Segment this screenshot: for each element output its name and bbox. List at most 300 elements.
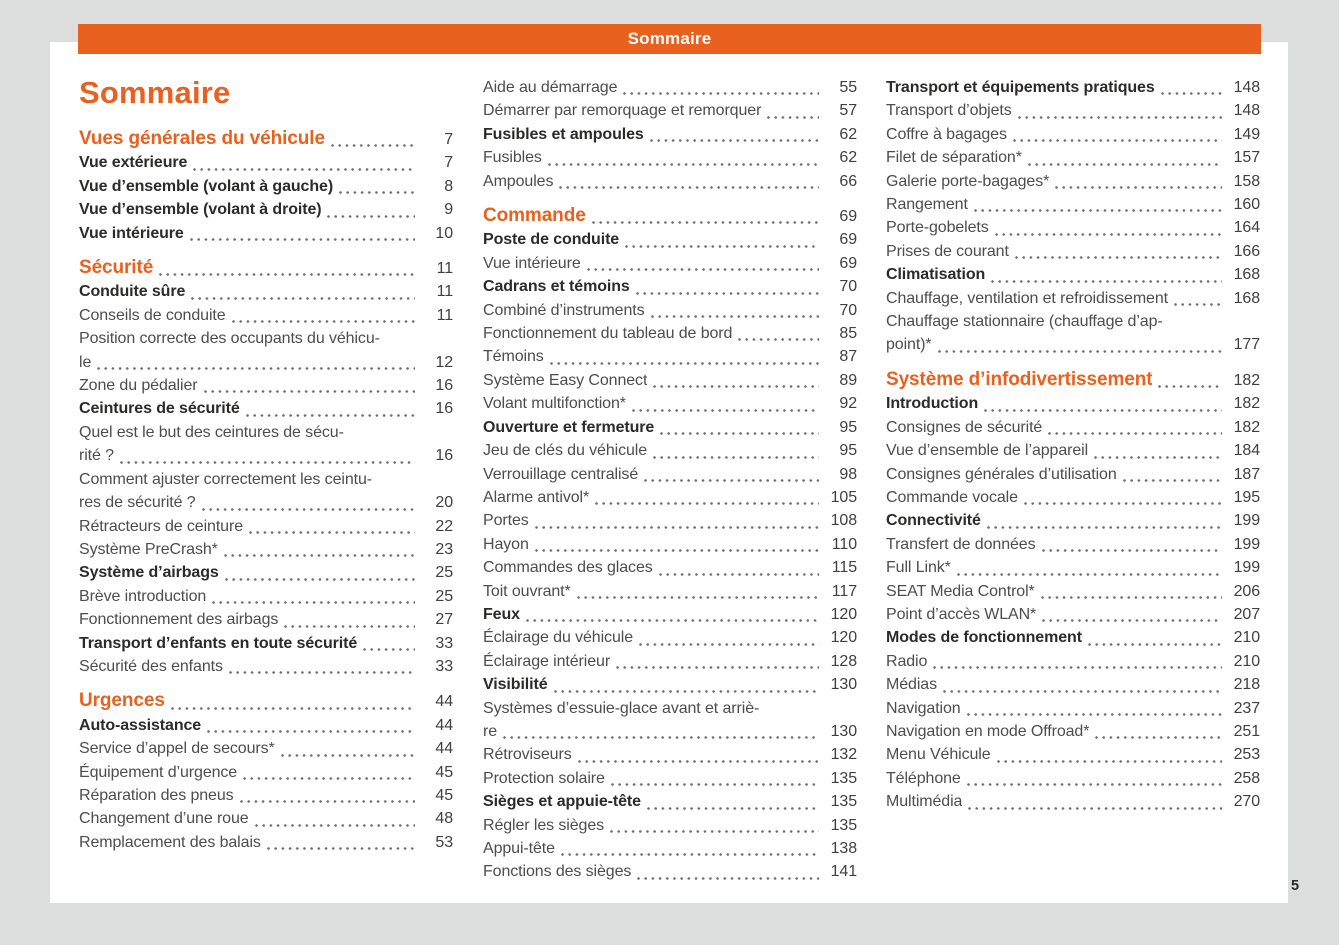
dot-leader — [535, 549, 819, 552]
entry-page-number: 8 — [444, 177, 453, 195]
entry-page-number: 62 — [839, 125, 857, 143]
entry-page-number: 70 — [839, 301, 857, 319]
entry-label: Verrouillage centralisé — [483, 465, 639, 483]
entry-page-number: 237 — [1233, 699, 1260, 717]
dot-leader — [202, 508, 415, 511]
entry-label: Régler les sièges — [483, 816, 605, 834]
entry-page-number: 7 — [444, 131, 453, 148]
entry-label: Toit ouvrant* — [483, 582, 571, 600]
toc-part-heading — [79, 256, 453, 280]
dot-leader — [363, 648, 415, 651]
entry-label: Alarme antivol* — [483, 488, 590, 506]
entry-label: Vue d’ensemble de l’appareil — [886, 442, 1089, 460]
entry-label: Fonctions des sièges — [483, 863, 632, 881]
entry-label: Coffre à bagages — [886, 125, 1007, 143]
entry-page-number: 199 — [1233, 559, 1260, 577]
entry-page-number: 206 — [1233, 582, 1260, 600]
toc-section-entry — [79, 397, 453, 420]
entry-label: Jeu de clés du véhicule — [483, 442, 648, 460]
entry-page-number: 70 — [839, 278, 857, 296]
toc-section-entry — [79, 175, 453, 198]
entry-page-number: 27 — [435, 611, 453, 629]
entry-label: Full Link* — [886, 559, 951, 577]
entry-page-number: 16 — [435, 377, 453, 395]
entry-label: Zone du pédalier — [79, 377, 198, 395]
dot-leader — [207, 730, 415, 733]
entry-label: Comment ajuster correctement les ceintu- — [79, 470, 373, 488]
entry-label: Vues générales du véhicule — [79, 128, 325, 149]
dot-leader — [1018, 116, 1222, 119]
toc-entry — [483, 463, 857, 486]
entry-page-number: 48 — [435, 810, 453, 828]
dot-leader — [327, 215, 415, 218]
entry-label: Navigation en mode Offroad* — [886, 722, 1090, 740]
dot-leader — [249, 531, 415, 534]
dot-leader — [191, 297, 415, 300]
toc-entry — [886, 170, 1260, 193]
entry-label: Vue d’ensemble (volant à droite) — [79, 201, 322, 219]
entry-page-number: 115 — [831, 559, 857, 577]
toc-entry — [79, 444, 453, 467]
entry-label: point)* — [886, 336, 932, 354]
dot-leader — [1048, 432, 1222, 435]
toc-part-heading — [483, 204, 857, 228]
entry-label: Système d’airbags — [79, 564, 219, 582]
toc-section-entry — [79, 714, 453, 737]
toc-entry — [483, 345, 857, 368]
toc-entry — [483, 170, 857, 193]
entry-page-number: 44 — [435, 693, 453, 711]
entry-page-number: 53 — [435, 833, 453, 851]
entry-page-number: 168 — [1233, 266, 1260, 284]
entry-page-number: 187 — [1233, 465, 1260, 483]
entry-page-number: 199 — [1233, 535, 1260, 553]
entry-page-number: 16 — [435, 447, 453, 465]
toc-entry — [79, 585, 453, 608]
dot-leader — [968, 807, 1222, 810]
entry-page-number: 135 — [830, 793, 857, 811]
dot-leader — [967, 783, 1222, 786]
toc-section-entry — [483, 416, 857, 439]
dot-leader — [967, 713, 1222, 716]
toc-section-entry — [483, 673, 857, 696]
dot-leader — [561, 853, 819, 856]
toc-entry — [886, 123, 1260, 146]
entry-label: Menu Véhicule — [886, 746, 991, 764]
dot-leader — [1042, 549, 1222, 552]
entry-label: Remplacement des balais — [79, 833, 261, 851]
entry-label: Commande vocale — [886, 488, 1018, 506]
entry-page-number: 158 — [1233, 172, 1260, 190]
entry-page-number: 33 — [435, 657, 453, 675]
entry-label: Transfert de données — [886, 535, 1036, 553]
toc-entry — [886, 216, 1260, 239]
entry-page-number: 253 — [1233, 746, 1260, 764]
toc-section-entry — [886, 392, 1260, 415]
dot-leader — [738, 338, 819, 341]
entry-label: Transport d’objets — [886, 102, 1012, 120]
entry-label: Sécurité — [79, 257, 154, 279]
dot-leader — [1088, 643, 1222, 646]
entry-label: Rétroviseurs — [483, 746, 572, 764]
toc-part-heading — [886, 368, 1260, 392]
toc-entry — [483, 392, 857, 415]
entry-label: Fusibles — [483, 149, 542, 167]
dot-leader — [611, 783, 819, 786]
dot-leader — [1013, 139, 1222, 142]
dot-leader — [559, 186, 819, 189]
entry-label: Porte-gobelets — [886, 219, 989, 237]
toc-entry — [886, 650, 1260, 673]
entry-page-number: 11 — [436, 283, 453, 301]
entry-page-number: 69 — [839, 208, 857, 226]
entry-page-number: 199 — [1233, 512, 1260, 530]
entry-label: Téléphone — [886, 769, 961, 787]
dot-leader — [660, 432, 819, 435]
entry-label: Appui-tête — [483, 840, 555, 857]
dot-leader — [1094, 456, 1222, 459]
dot-leader — [97, 367, 415, 370]
entry-label: Point d’accès WLAN* — [886, 605, 1037, 623]
entry-label: Connectivité — [886, 512, 981, 530]
toc-entry — [483, 76, 857, 99]
entry-page-number: 22 — [435, 517, 453, 535]
dot-leader — [767, 116, 819, 119]
toc-section-entry — [483, 790, 857, 813]
entry-page-number: 120 — [830, 629, 857, 647]
entry-page-number: 149 — [1233, 125, 1260, 143]
toc-entry — [886, 743, 1260, 766]
dot-leader — [587, 268, 819, 271]
toc-entry — [886, 333, 1260, 356]
dot-leader — [644, 479, 819, 482]
dot-leader — [647, 807, 819, 810]
toc-entry — [886, 240, 1260, 263]
entry-page-number: 23 — [435, 540, 453, 558]
dot-leader — [120, 461, 415, 464]
entry-label: Ampoules — [483, 172, 554, 190]
dot-leader — [1161, 92, 1222, 95]
entry-page-number: 117 — [831, 582, 857, 600]
entry-label: Consignes générales d’utilisation — [886, 465, 1117, 483]
entry-label: Climatisation — [886, 266, 986, 284]
entry-page-number: 108 — [830, 512, 857, 530]
toc-entry — [483, 369, 857, 392]
dot-leader — [232, 320, 415, 323]
entry-page-number: 98 — [839, 465, 857, 483]
toc-entry — [886, 463, 1260, 486]
entry-page-number: 138 — [830, 840, 857, 857]
toc-entry — [79, 784, 453, 807]
toc-section-entry — [483, 275, 857, 298]
entry-page-number: 25 — [435, 587, 453, 605]
dot-leader — [255, 824, 415, 827]
entry-label: Commandes des glaces — [483, 559, 653, 577]
toc-entry — [886, 697, 1260, 720]
toc-part-heading — [79, 689, 453, 713]
toc-part-heading — [79, 127, 453, 151]
entry-page-number: 10 — [435, 224, 453, 242]
folio-page-number: 5 — [1291, 878, 1300, 894]
dot-leader — [1055, 186, 1222, 189]
toc-entry — [483, 299, 857, 322]
entry-label: Fusibles et ampoules — [483, 125, 644, 143]
dot-leader — [957, 573, 1222, 576]
toc-column — [483, 76, 857, 884]
toc-entry — [79, 807, 453, 830]
dot-leader — [554, 690, 819, 693]
section-spacer — [483, 193, 857, 204]
toc-entry — [886, 146, 1260, 169]
entry-label: Volant multifonction* — [483, 395, 626, 413]
entry-page-number: 25 — [435, 564, 453, 582]
dot-leader — [1123, 479, 1222, 482]
entry-label: Démarrer par remorquage et remorquer — [483, 102, 762, 120]
toc-entry — [483, 697, 857, 720]
dot-leader — [991, 280, 1222, 283]
entry-label: Galerie porte-bagages* — [886, 172, 1050, 190]
toc-entry — [886, 439, 1260, 462]
entry-label: re — [483, 722, 498, 740]
entry-label: Équipement d’urgence — [79, 763, 238, 781]
toc-entry — [483, 814, 857, 837]
dot-leader — [938, 350, 1222, 353]
dot-leader — [246, 414, 415, 417]
entry-label: Poste de conduite — [483, 231, 620, 249]
dot-leader — [267, 847, 415, 850]
toc-section-entry — [79, 151, 453, 174]
entry-page-number: 105 — [830, 488, 857, 506]
toc-entry — [483, 146, 857, 169]
entry-page-number: 270 — [1233, 793, 1260, 811]
dot-leader — [193, 168, 415, 171]
dot-leader — [190, 238, 415, 241]
dot-leader — [637, 877, 819, 880]
entry-page-number: 110 — [831, 535, 857, 553]
dot-leader — [526, 619, 819, 622]
dot-leader — [578, 760, 819, 763]
entry-label: Filet de séparation* — [886, 149, 1022, 167]
entry-label: Conduite sûre — [79, 283, 186, 301]
entry-page-number: 85 — [839, 325, 857, 343]
entry-page-number: 168 — [1233, 289, 1260, 307]
entry-label: Cadrans et témoins — [483, 278, 630, 296]
entry-page-number: 89 — [839, 371, 857, 389]
toc-entry — [886, 486, 1260, 509]
entry-label: Sièges et appuie-tête — [483, 793, 641, 811]
dot-leader — [625, 245, 819, 248]
toc-entry — [886, 99, 1260, 122]
toc-entry — [483, 322, 857, 345]
entry-label: SEAT Media Control* — [886, 582, 1035, 600]
entry-label: Systèmes d’essuie-glace avant et arriè- — [483, 699, 760, 717]
entry-label: Combiné d’instruments — [483, 301, 645, 319]
entry-label: Service d’appel de secours* — [79, 740, 275, 758]
entry-page-number: 11 — [436, 306, 453, 324]
entry-label: Visibilité — [483, 676, 548, 694]
dot-leader — [639, 643, 819, 646]
toc-entry — [483, 720, 857, 743]
toc-entry — [483, 767, 857, 790]
entry-page-number: 44 — [435, 716, 453, 734]
entry-label: Conseils de conduite — [79, 306, 226, 324]
toc-entry — [483, 650, 857, 673]
entry-page-number: 20 — [435, 494, 453, 512]
dot-leader — [1024, 502, 1222, 505]
dot-leader — [943, 690, 1222, 693]
toc-entry — [483, 252, 857, 275]
entry-label: Chauffage stationnaire (chauffage d’ap- — [886, 313, 1163, 331]
dot-leader — [632, 409, 819, 412]
entry-page-number: 9 — [444, 201, 453, 219]
toc-entry — [79, 737, 453, 760]
toc-entry — [886, 287, 1260, 310]
toc-entry — [886, 720, 1260, 743]
toc-section-entry — [79, 222, 453, 245]
entry-page-number: 92 — [839, 395, 857, 413]
entry-page-number: 55 — [839, 79, 857, 96]
dot-leader — [984, 409, 1222, 412]
toc-entry — [886, 310, 1260, 333]
dot-leader — [595, 502, 819, 505]
toc-entry — [79, 655, 453, 678]
dot-leader — [1174, 303, 1222, 306]
dot-leader — [243, 777, 415, 780]
entry-label: Système PreCrash* — [79, 540, 218, 558]
dot-leader — [592, 221, 819, 224]
entry-page-number: 16 — [435, 400, 453, 418]
entry-label: Aide au démarrage — [483, 79, 618, 96]
entry-label: Ceintures de sécurité — [79, 400, 240, 418]
dot-leader — [225, 578, 415, 581]
toc-entry — [886, 767, 1260, 790]
entry-page-number: 195 — [1233, 488, 1260, 506]
toc-entry — [79, 374, 453, 397]
entry-page-number: 130 — [830, 676, 857, 694]
entry-label: Chauffage, ventilation et refroidissement — [886, 289, 1168, 307]
toc-entry — [79, 351, 453, 374]
entry-label: Transport et équipements pratiques — [886, 79, 1155, 96]
entry-page-number: 251 — [1233, 722, 1260, 740]
toc-entry — [483, 439, 857, 462]
entry-page-number: 69 — [839, 254, 857, 272]
dot-leader — [1095, 736, 1222, 739]
entry-page-number: 95 — [839, 418, 857, 436]
entry-page-number: 148 — [1233, 79, 1260, 96]
toc-entry — [79, 538, 453, 561]
entry-page-number: 44 — [435, 740, 453, 758]
toc-entry — [79, 831, 453, 854]
toc-column — [886, 76, 1260, 814]
dot-leader — [229, 671, 415, 674]
entry-page-number: 62 — [839, 149, 857, 167]
section-spacer — [79, 245, 453, 256]
entry-page-number: 7 — [444, 154, 453, 172]
entry-page-number: 160 — [1233, 196, 1260, 214]
toc-entry — [483, 509, 857, 532]
dot-leader — [212, 601, 415, 604]
entry-page-number: 45 — [435, 763, 453, 781]
toc-entry — [79, 421, 453, 444]
entry-label: Système Easy Connect — [483, 371, 648, 389]
entry-page-number: 210 — [1233, 629, 1260, 647]
dot-leader — [548, 163, 819, 166]
toc-section-entry — [886, 509, 1260, 532]
entry-page-number: 166 — [1233, 242, 1260, 260]
entry-label: Protection solaire — [483, 769, 605, 787]
toc-entry — [483, 486, 857, 509]
dot-leader — [1041, 596, 1222, 599]
dot-leader — [240, 800, 415, 803]
dot-leader — [171, 707, 415, 710]
entry-page-number: 177 — [1233, 336, 1260, 354]
dot-leader — [577, 596, 819, 599]
toc-entry — [886, 580, 1260, 603]
entry-label: Médias — [886, 676, 937, 694]
entry-label: Navigation — [886, 699, 961, 717]
entry-label: Modes de fonctionnement — [886, 629, 1082, 647]
entry-page-number: 218 — [1233, 676, 1260, 694]
entry-page-number: 184 — [1233, 442, 1260, 460]
entry-label: Vue extérieure — [79, 154, 188, 172]
entry-page-number: 130 — [830, 722, 857, 740]
toc-entry — [886, 790, 1260, 813]
dot-leader — [224, 554, 415, 557]
entry-page-number: 120 — [830, 605, 857, 623]
entry-label: Quel est le but des ceintures de sécu- — [79, 423, 344, 441]
toc-entry — [483, 743, 857, 766]
dot-leader — [1042, 619, 1222, 622]
section-spacer — [79, 678, 453, 689]
dot-leader — [636, 292, 819, 295]
toc-section-entry — [79, 561, 453, 584]
dot-leader — [974, 209, 1222, 212]
entry-page-number: 141 — [830, 863, 857, 881]
entry-page-number: 157 — [1233, 149, 1260, 167]
toc-entry — [483, 580, 857, 603]
toc-entry — [79, 327, 453, 350]
dot-leader — [550, 362, 819, 365]
entry-label: Système d’infodivertissement — [886, 368, 1153, 390]
entry-page-number: 132 — [830, 746, 857, 764]
entry-page-number: 87 — [839, 348, 857, 366]
toc-section-entry — [79, 632, 453, 655]
entry-page-number: 135 — [830, 816, 857, 834]
entry-label: Fonctionnement des airbags — [79, 611, 279, 629]
toc-section-entry — [886, 263, 1260, 286]
entry-page-number: 128 — [830, 652, 857, 670]
dot-leader — [987, 526, 1222, 529]
entry-label: Consignes de sécurité — [886, 418, 1043, 436]
entry-page-number: 182 — [1233, 371, 1260, 389]
toc-entry — [886, 416, 1260, 439]
entry-page-number: 210 — [1233, 652, 1260, 670]
toc-section-entry — [483, 228, 857, 251]
entry-page-number: 164 — [1233, 219, 1260, 237]
toc-entry — [483, 626, 857, 649]
dot-leader — [659, 573, 819, 576]
entry-label: rité ? — [79, 447, 114, 465]
entry-label: Rangement — [886, 196, 968, 214]
toc-entry — [483, 99, 857, 122]
entry-page-number: 258 — [1233, 769, 1260, 787]
toc-entry — [79, 304, 453, 327]
dot-leader — [1158, 385, 1222, 388]
entry-page-number: 182 — [1233, 418, 1260, 436]
toc-entry — [886, 533, 1260, 556]
toc-section-entry — [483, 603, 857, 626]
toc-entry — [886, 556, 1260, 579]
